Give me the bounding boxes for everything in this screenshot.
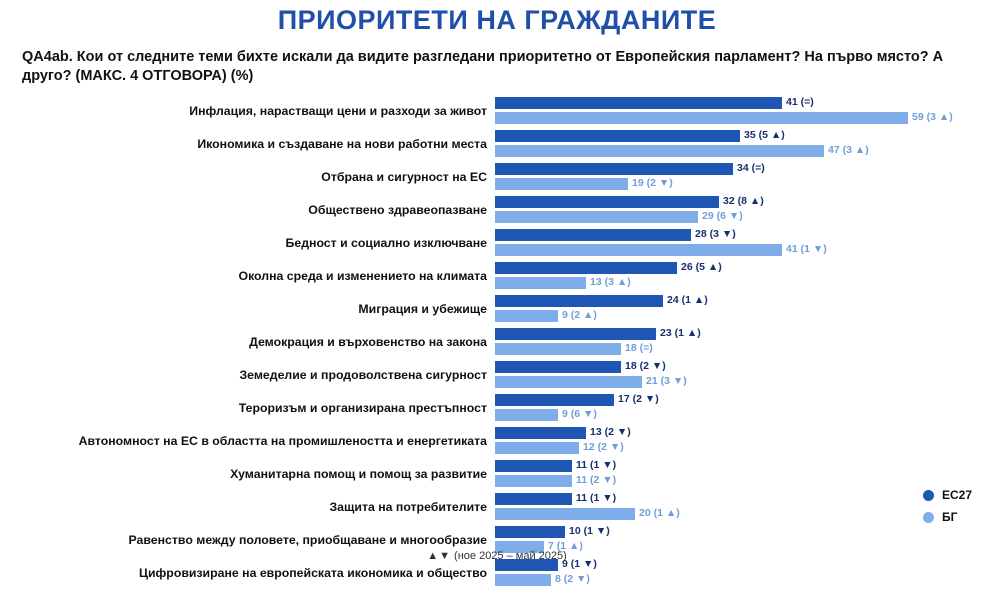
value-label-bg: 21 (3 ▼)	[646, 374, 687, 387]
value-label-bg: 41 (1 ▼)	[786, 242, 827, 255]
bar-bg	[495, 211, 698, 223]
value-label-bg: 59 (3 ▲)	[912, 110, 953, 123]
bar-eu27	[495, 262, 677, 274]
bar-bg	[495, 376, 642, 388]
bar-bg	[495, 574, 551, 586]
bar-bg	[495, 112, 908, 124]
value-label-bg: 19 (2 ▼)	[632, 176, 673, 189]
chart-row	[0, 359, 994, 392]
category-label: Автономност на ЕС в областта на промишлеността и енергетиката	[78, 433, 487, 448]
footnote-arrows-icon: ▲▼	[427, 550, 451, 562]
category-label: Инфлация, нарастващи цени и разходи за живот	[189, 103, 487, 118]
value-label-bg: 7 (1 ▲)	[548, 539, 583, 552]
value-label-eu27: 28 (3 ▼)	[695, 227, 736, 240]
question-text: QA4ab. Кои от следните теми бихте искали да видите разгледани приоритетно от Европейския парламент? На първо място? А друго? (МАКС. 4 ОТГОВОРА) (%)	[22, 48, 944, 85]
value-label-bg: 11 (2 ▼)	[576, 473, 617, 486]
category-label: Икономика и създаване на нови работни места	[197, 136, 487, 151]
value-label-eu27: 11 (1 ▼)	[576, 491, 617, 504]
bar-bg	[495, 145, 824, 157]
category-label: Околна среда и изменението на климата	[238, 268, 487, 283]
legend-item-eu27	[923, 488, 972, 502]
bar-bg	[495, 310, 558, 322]
bar-eu27	[495, 526, 565, 538]
category-label: Миграция и убежище	[358, 301, 487, 316]
value-label-eu27: 18 (2 ▼)	[625, 359, 666, 372]
value-label-eu27: 9 (1 ▼)	[562, 557, 597, 570]
bar-eu27	[495, 460, 572, 472]
bar-group	[495, 293, 994, 326]
value-label-bg: 12 (2 ▼)	[583, 440, 624, 453]
value-label-eu27: 10 (1 ▼)	[569, 524, 610, 537]
chart-row	[0, 128, 994, 161]
category-label: Равенство между половете, приобщаване и многообразие	[128, 532, 487, 547]
bar-eu27	[495, 163, 733, 175]
category-label: Бедност и социално изключване	[285, 235, 487, 250]
value-label-eu27: 35 (5 ▲)	[744, 128, 785, 141]
bar-bg	[495, 508, 635, 520]
category-label: Защита на потребителите	[329, 499, 487, 514]
bar-bg	[495, 343, 621, 355]
bar-eu27	[495, 130, 740, 142]
value-label-bg: 13 (3 ▲)	[590, 275, 631, 288]
bar-eu27	[495, 493, 572, 505]
bar-group	[495, 227, 994, 260]
value-label-bg: 9 (6 ▼)	[562, 407, 597, 420]
chart-row	[0, 95, 994, 128]
legend-label-bg: БГ	[941, 510, 958, 524]
bar-eu27	[495, 196, 719, 208]
category-label: Цифровизиране на европейската икономика и общество	[139, 565, 487, 580]
footnote-text: (ное 2025 – май 2025)	[454, 550, 567, 562]
bar-eu27	[495, 328, 656, 340]
chart-row	[0, 425, 994, 458]
value-label-eu27: 34 (=)	[737, 161, 765, 174]
category-label: Обществено здравеопазване	[308, 202, 487, 217]
bar-group	[495, 194, 994, 227]
bar-bg	[495, 475, 572, 487]
category-label: Отбрана и сигурност на ЕС	[321, 169, 487, 184]
legend-label-eu27: ЕС27	[941, 488, 972, 502]
category-label: Хуманитарна помощ и помощ за развитие	[230, 466, 487, 481]
category-label: Тероризъм и организирана престъпност	[238, 400, 487, 415]
bar-eu27	[495, 295, 663, 307]
value-label-eu27: 24 (1 ▲)	[667, 293, 708, 306]
bar-bg	[495, 409, 558, 421]
category-label: Демокрация и върховенство на закона	[249, 334, 487, 349]
bar-bg	[495, 178, 628, 190]
value-label-bg: 8 (2 ▼)	[555, 572, 590, 585]
value-label-eu27: 13 (2 ▼)	[590, 425, 631, 438]
value-label-bg: 47 (3 ▲)	[828, 143, 869, 156]
bar-group	[495, 491, 994, 524]
bar-group	[495, 359, 994, 392]
legend-item-bg	[923, 510, 972, 524]
value-label-bg: 20 (1 ▲)	[639, 506, 680, 519]
bar-group	[495, 458, 994, 491]
bar-eu27	[495, 361, 621, 373]
chart-row	[0, 293, 994, 326]
chart-legend	[923, 488, 972, 532]
bar-eu27	[495, 97, 782, 109]
bar-bg	[495, 277, 586, 289]
chart-row	[0, 260, 994, 293]
chart-row	[0, 458, 994, 491]
bar-group	[495, 161, 994, 194]
bar-group	[495, 260, 994, 293]
footnote	[0, 550, 994, 562]
chart-row	[0, 161, 994, 194]
legend-swatch-icon-bg	[923, 512, 934, 523]
bar-group	[495, 392, 994, 425]
bar-eu27	[495, 394, 614, 406]
value-label-bg: 9 (2 ▲)	[562, 308, 597, 321]
value-label-eu27: 17 (2 ▼)	[618, 392, 659, 405]
chart-row	[0, 392, 994, 425]
value-label-eu27: 26 (5 ▲)	[681, 260, 722, 273]
bar-group	[495, 95, 994, 128]
category-label: Земеделие и продоволствена сигурност	[239, 367, 487, 382]
bar-eu27	[495, 229, 691, 241]
chart-row	[0, 326, 994, 359]
chart-row	[0, 194, 994, 227]
value-label-eu27: 11 (1 ▼)	[576, 458, 617, 471]
chart-row	[0, 227, 994, 260]
page-title: ПРИОРИТЕТИ НА ГРАЖДАНИТЕ	[277, 5, 717, 35]
value-label-bg: 29 (6 ▼)	[702, 209, 743, 222]
value-label-eu27: 32 (8 ▲)	[723, 194, 764, 207]
bar-bg	[495, 244, 782, 256]
legend-swatch-icon-eu27	[923, 490, 934, 501]
bar-group	[495, 425, 994, 458]
chart-row	[0, 491, 994, 524]
value-label-bg: 18 (=)	[625, 341, 653, 354]
bar-chart	[0, 95, 994, 590]
bar-group	[495, 326, 994, 359]
bar-bg	[495, 442, 579, 454]
bar-group	[495, 128, 994, 161]
value-label-eu27: 41 (=)	[786, 95, 814, 108]
bar-eu27	[495, 427, 586, 439]
value-label-eu27: 23 (1 ▲)	[660, 326, 701, 339]
